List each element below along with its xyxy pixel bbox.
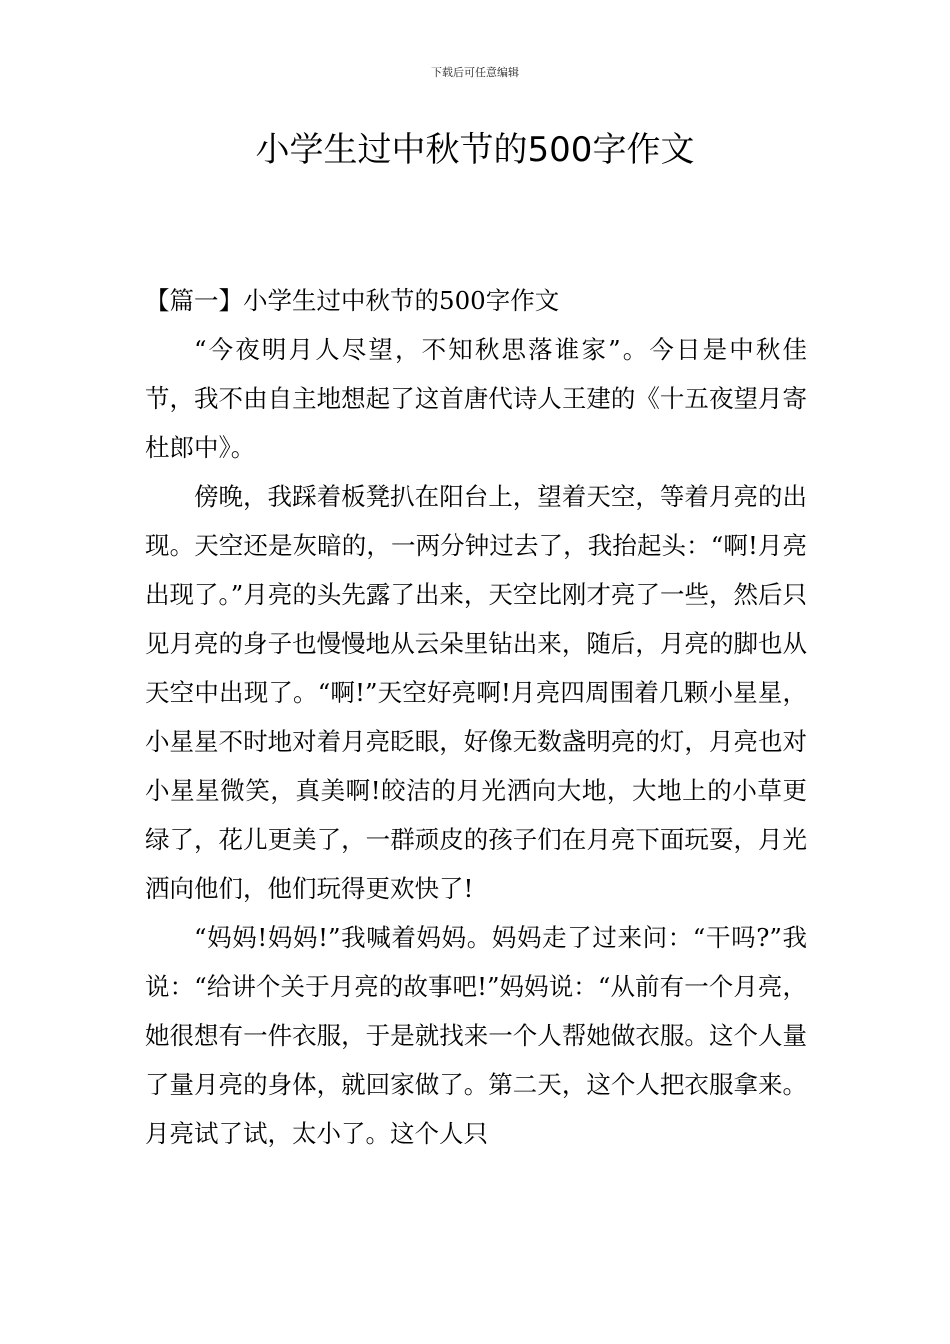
document-title: 小学生过中秋节的500字作文: [255, 130, 695, 170]
header-note: 下载后可任意编辑: [431, 66, 519, 79]
document-body: [145, 276, 807, 1158]
paragraph-3: “妈妈!妈妈!”我喊着妈妈。妈妈走了过来问：“干吗?”我说：“给讲个关于月亮的故事吧!”妈妈说：“从前有一个月亮，她很想有一件衣服，于是就找来一个人帮她做衣服。这个人量了量月亮的身体，就回家做了。第二天，这个人把衣服拿来。月亮试了试，太小了。这个人只: [145, 923, 807, 1148]
section-heading: 【篇一】小学生过中秋节的500字作文: [145, 286, 560, 315]
paragraph-1: “今夜明月人尽望，不知秋思落谁家”。今日是中秋佳节，我不由自主地想起了这首唐代诗人王建的《十五夜望月寄杜郎中》。: [145, 335, 807, 462]
paragraph-2: 傍晚，我踩着板凳扒在阳台上，望着天空，等着月亮的出现。天空还是灰暗的，一两分钟过去了，我抬起头：“啊!月亮出现了。”月亮的头先露了出来，天空比刚才亮了一些，然后只见月亮的身子也慢慢地从云朵里钻出来，随后，月亮的脚也从天空中出现了。“啊!”天空好亮啊!月亮四周围着几颗小星星，小星星不时地对着月亮眨眼，好像无数盏明亮的灯，月亮也对小星星微笑，真美啊!皎洁的月光洒向大地，大地上的小草更绿了，花儿更美了，一群顽皮的孩子们在月亮下面玩耍，月光洒向他们，他们玩得更欢快了!: [145, 482, 807, 903]
